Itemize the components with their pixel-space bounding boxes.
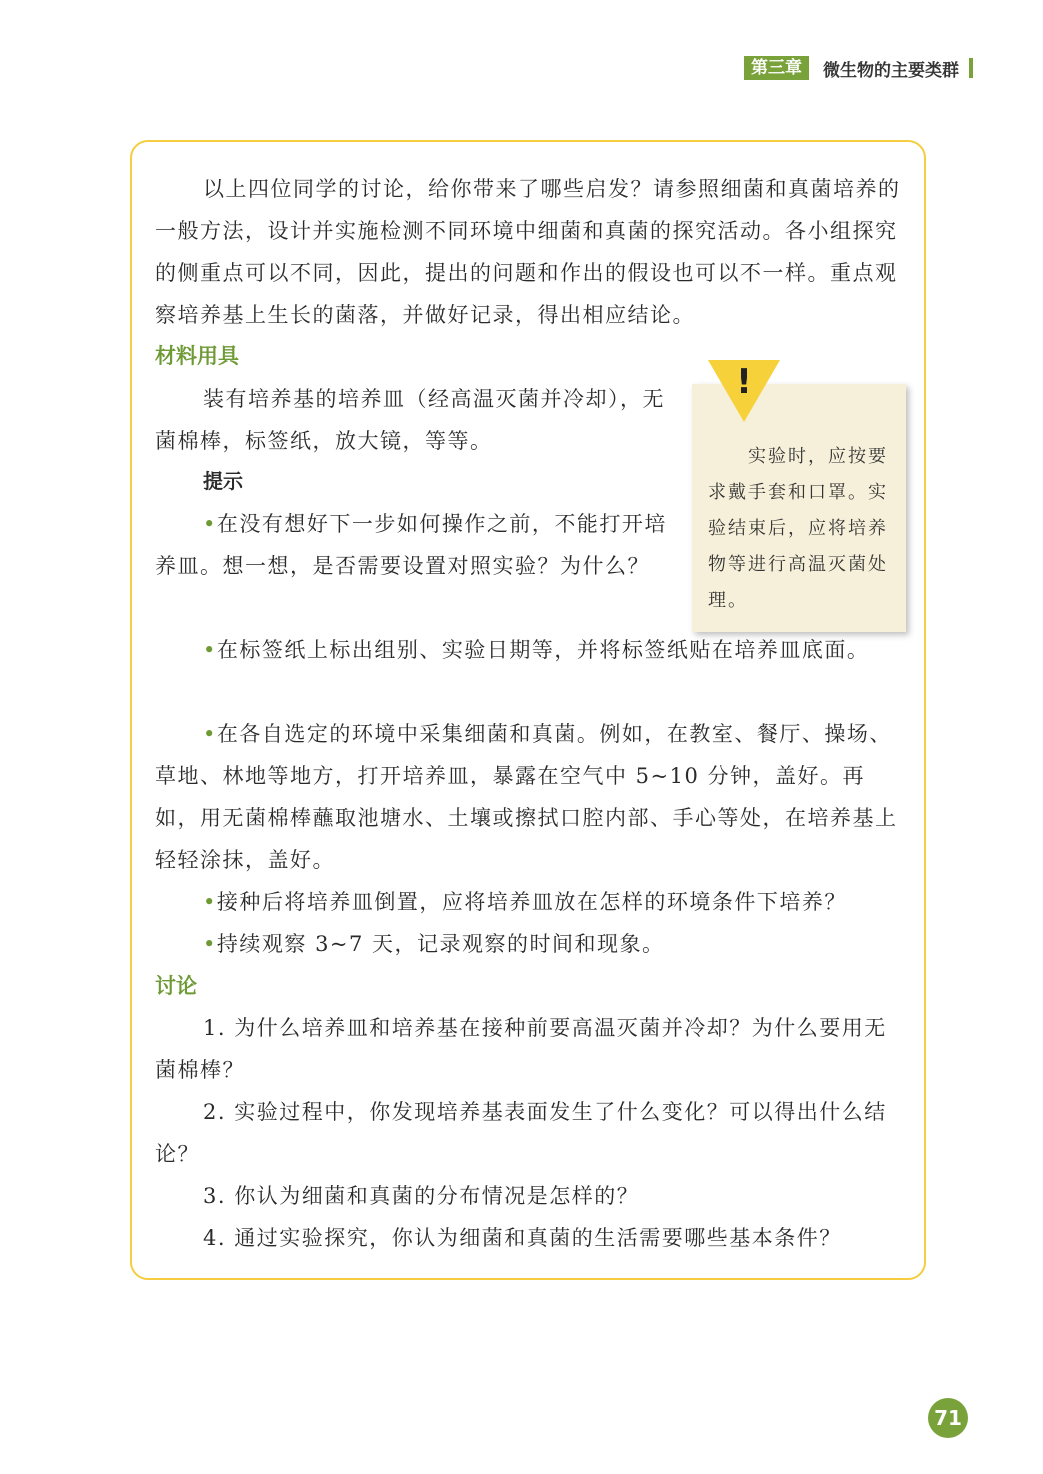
tip-item xyxy=(155,881,905,923)
tips-heading: 提示 xyxy=(203,469,243,493)
header-bar-decoration xyxy=(969,58,973,78)
materials-text: 装有培养基的培养皿（经高温灭菌并冷却），无菌棉棒，标签纸，放大镜，等等。 xyxy=(155,387,665,453)
tip-item xyxy=(155,629,905,671)
tip-text: 在标签纸上标出组别、实验日期等，并将标签纸贴在培养皿底面。 xyxy=(216,638,870,662)
bullet-icon: • xyxy=(203,890,217,914)
bullet-icon: • xyxy=(203,932,217,956)
discussion-heading: 讨论 xyxy=(155,974,197,998)
tip-text: 接种后将培养皿倒置，应将培养皿放在怎样的环境条件下培养？ xyxy=(216,890,847,914)
chapter-label: 第三章 xyxy=(744,56,809,80)
tip-text: 在没有想好下一步如何操作之前，不能打开培养皿。想一想，是否需要设置对照实验？为什么？ xyxy=(155,512,667,578)
tip-item xyxy=(155,713,905,881)
chapter-title: 微生物的主要类群 xyxy=(823,60,959,81)
bullet-icon: • xyxy=(203,638,217,662)
bullet-icon: • xyxy=(203,512,217,536)
page-number: 71 xyxy=(928,1398,968,1438)
tip-text: 持续观察 3~7 天，记录观察的时间和现象。 xyxy=(216,932,665,956)
tip-text: 在各自选定的环境中采集细菌和真菌。例如，在教室、餐厅、操场、草地、林地等地方，打开培养皿，暴露在空气中 5~10 分钟，盖好。再如，用无菌棉棒蘸取池塘水、土壤或擦拭口腔内部、手心等处，在培养基上轻轻涂抹，盖好。 xyxy=(155,722,898,872)
materials-heading: 材料用具 xyxy=(155,344,239,368)
discussion-item: 4. 通过实验探究，你认为细菌和真菌的生活需要哪些基本条件？ xyxy=(203,1226,842,1250)
tip-item xyxy=(155,923,905,965)
chapter-header xyxy=(744,55,973,81)
exclamation-mark: ! xyxy=(736,362,752,402)
tip-item xyxy=(155,503,667,587)
intro-paragraph: 以上四位同学的讨论，给你带来了哪些启发？请参照细菌和真菌培养的一般方法，设计并实施检测不同环境中细菌和真菌的探究活动。各小组探究的侧重点可以不同，因此，提出的问题和作出的假设也可以不一样。重点观察培养基上生长的菌落，并做好记录，得出相应结论。 xyxy=(155,177,901,327)
safety-note-text: 实验时，应按要求戴手套和口罩。实验结束后，应将培养物等进行高温灭菌处理。 xyxy=(708,446,888,611)
discussion-item: 1. 为什么培养皿和培养基在接种前要高温灭菌并冷却？为什么要用无菌棉棒？ xyxy=(155,1016,887,1082)
discussion-item: 2. 实验过程中，你发现培养基表面发生了什么变化？可以得出什么结论？ xyxy=(155,1100,887,1166)
bullet-icon: • xyxy=(203,722,217,746)
discussion-item: 3. 你认为细菌和真菌的分布情况是怎样的？ xyxy=(203,1184,640,1208)
